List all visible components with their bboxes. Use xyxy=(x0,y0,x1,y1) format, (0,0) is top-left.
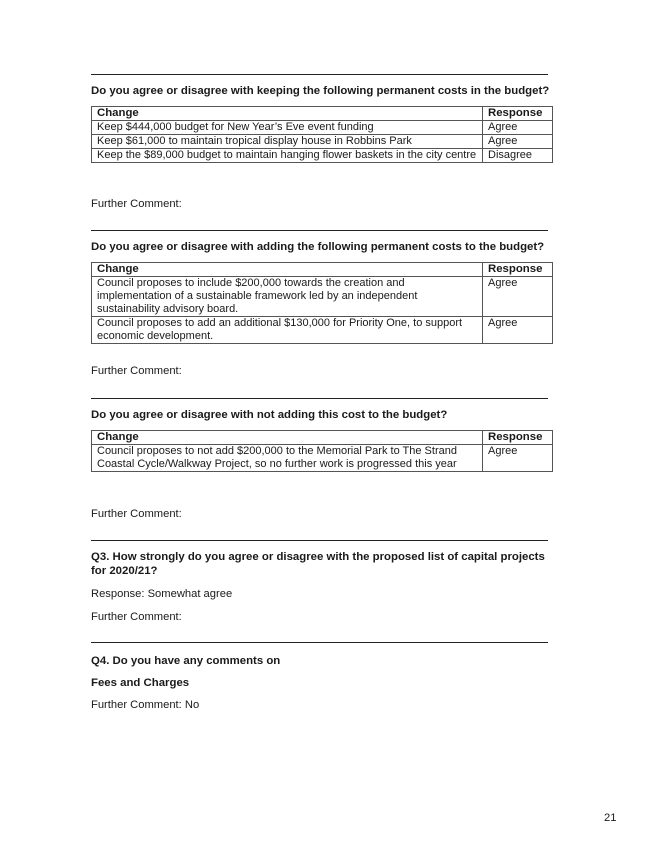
table-row xyxy=(92,121,553,135)
section3-question: Do you agree or disagree with not adding this cost to the budget? xyxy=(91,409,448,421)
change-cell: Council proposes to not add $200,000 to the Memorial Park to The Strand Coastal Cycle/Walkway Project, so no further work is progressed this year xyxy=(92,445,483,472)
response-cell: Agree xyxy=(483,135,553,149)
table-row xyxy=(92,445,553,472)
table-row xyxy=(92,317,553,344)
table-row xyxy=(92,277,553,317)
change-cell: Keep the $89,000 budget to maintain hanging flower baskets in the city centre xyxy=(92,149,483,163)
divider xyxy=(91,398,548,399)
section2-question: Do you agree or disagree with adding the following permanent costs to the budget? xyxy=(91,241,545,253)
response-cell: Agree xyxy=(483,317,553,344)
q3-question: Q3. How strongly do you agree or disagree with the proposed list of capital projects for 2020/21? xyxy=(91,551,545,577)
change-cell: Council proposes to add an additional $130,000 for Priority One, to support economic development. xyxy=(92,317,483,344)
change-cell: Council proposes to include $200,000 towards the creation and implementation of a sustainable framework led by an independent sustainability advisory board. xyxy=(92,277,483,317)
response-cell: Agree xyxy=(483,445,553,472)
response-cell: Agree xyxy=(483,277,553,317)
q4-question: Q4. Do you have any comments on xyxy=(91,655,281,667)
change-cell: Keep $61,000 to maintain tropical display house in Robbins Park xyxy=(92,135,483,149)
response-header: Response xyxy=(483,263,553,277)
change-header: Change xyxy=(92,431,483,445)
divider xyxy=(91,230,548,231)
response-header: Response xyxy=(483,431,553,445)
section2-table xyxy=(91,262,553,344)
further-comment: Further Comment: xyxy=(91,198,182,210)
divider xyxy=(91,540,548,541)
response-cell: Agree xyxy=(483,121,553,135)
table-header-row xyxy=(92,107,553,121)
table-row xyxy=(92,149,553,163)
further-comment: Further Comment: xyxy=(91,365,182,377)
change-header: Change xyxy=(92,107,483,121)
response-header: Response xyxy=(483,107,553,121)
table-row xyxy=(92,135,553,149)
change-header: Change xyxy=(92,263,483,277)
section3-table xyxy=(91,430,553,472)
divider xyxy=(91,642,548,643)
change-cell: Keep $444,000 budget for New Year’s Eve event funding xyxy=(92,121,483,135)
table-header-row xyxy=(92,263,553,277)
response-cell: Disagree xyxy=(483,149,553,163)
q4-subheading: Fees and Charges xyxy=(91,677,190,689)
further-comment: Further Comment: xyxy=(91,611,182,623)
table-header-row xyxy=(92,431,553,445)
divider xyxy=(91,74,548,75)
page-number: 21 xyxy=(604,812,617,824)
section1-table xyxy=(91,106,553,163)
further-comment: Further Comment: xyxy=(91,508,182,520)
further-comment: Further Comment: No xyxy=(91,699,200,711)
section1-question: Do you agree or disagree with keeping the following permanent costs in the budget? xyxy=(91,85,550,97)
q3-response: Response: Somewhat agree xyxy=(91,588,233,600)
